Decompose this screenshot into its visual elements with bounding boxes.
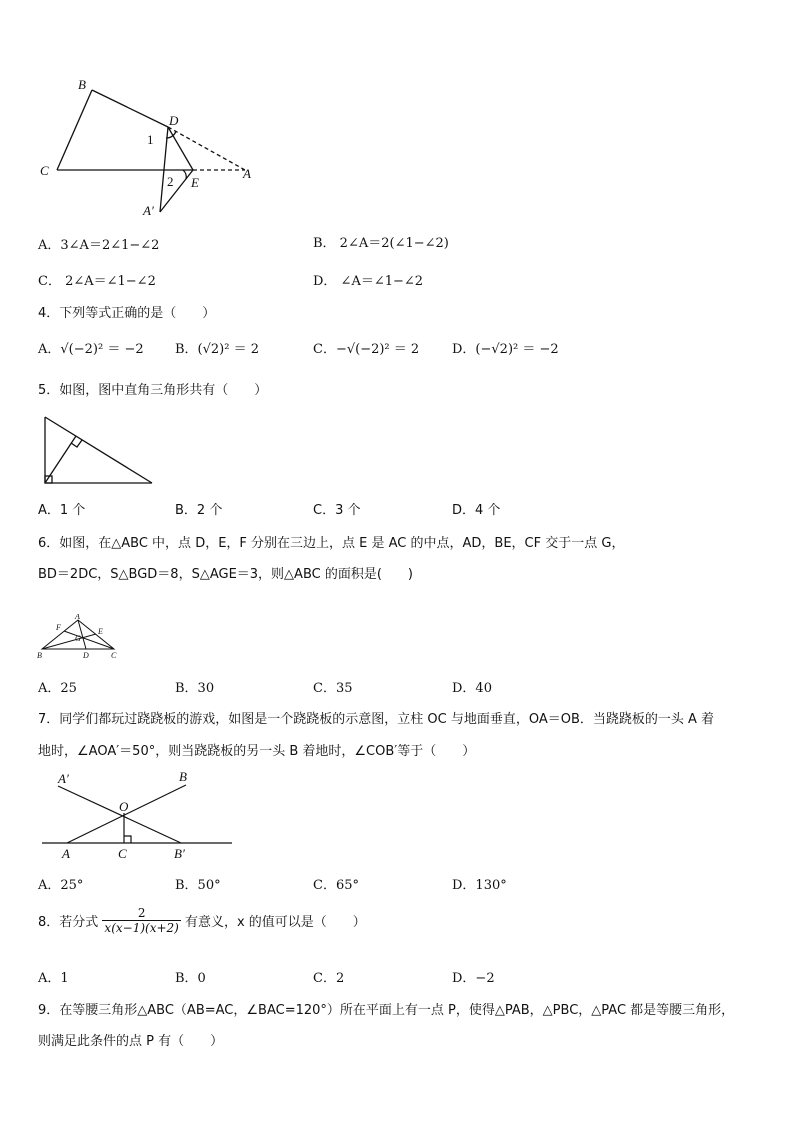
q8-option-b[interactable]: B．0 [175, 971, 206, 986]
q4-option-a[interactable]: A．√(−2)² ＝ −2 [38, 342, 144, 357]
q4-option-b[interactable]: B．(√2)² ＝ 2 [175, 342, 259, 357]
q7-figure [38, 768, 238, 863]
q3-option-b[interactable]: B． 2∠A＝2(∠1−∠2) [313, 236, 449, 251]
q3-seg-AprimeE [160, 170, 193, 212]
q7-label-Aprime: A′ [58, 771, 69, 786]
q3-label-angle1: 1 [147, 132, 154, 147]
q9-stem-line2: 则满足此条件的点 P 有（ ） [38, 1034, 224, 1049]
q6-label-E: E [98, 627, 103, 636]
q3-seg-CB [57, 90, 92, 170]
q6-cevian-BE [42, 634, 96, 649]
q7-label-Bprime: B′ [174, 846, 185, 861]
q6-label-B: B [37, 651, 42, 660]
q4-option-c[interactable]: C．−√(−2)² ＝ 2 [313, 342, 420, 357]
q7-label-O: O [119, 799, 129, 814]
q7-label-B: B [179, 769, 187, 784]
q7-stem-line2: 地时，∠AOA′＝50°，则当跷跷板的另一头 B 着地时，∠COB′等于（ ） [38, 744, 476, 759]
q3-seg-DA-dashed [168, 127, 245, 170]
q8-option-d[interactable]: D．−2 [452, 971, 495, 986]
q7-option-d[interactable]: D．130° [452, 878, 507, 893]
q7-board-AB [67, 785, 186, 843]
q7-right-angle-mark [124, 836, 131, 843]
q3-angle2-arc [183, 170, 186, 179]
q3-option-d[interactable]: D． ∠A＝∠1−∠2 [313, 274, 424, 289]
q5-option-b[interactable]: B．2 个 [175, 503, 223, 518]
q7-option-c[interactable]: C．65° [313, 878, 359, 893]
q7-board-AprimeBprime [58, 786, 181, 843]
q6-option-d[interactable]: D．40 [452, 681, 492, 696]
q6-label-F: F [56, 623, 61, 632]
q3-label-D: D [169, 113, 179, 128]
q5-option-c[interactable]: C．3 个 [313, 503, 361, 518]
q3-figure [35, 72, 265, 222]
q6-label-D: D [83, 651, 89, 660]
q7-label-C: C [118, 846, 127, 861]
q6-label-G: G [75, 634, 81, 643]
q9-stem-line1: 9．在等腰三角形△ABC（AB=AC，∠BAC=120°）所在平面上有一点 P，使得△PAB，△PBC，△PAC 都是等腰三角形， [38, 1003, 735, 1018]
q8-fraction [102, 906, 180, 935]
q8-stem [38, 906, 366, 935]
q7-label-A: A [62, 846, 70, 861]
q7-option-a[interactable]: A．25° [38, 878, 84, 893]
q3-option-c[interactable]: C． 2∠A＝∠1−∠2 [38, 274, 156, 289]
q5-hypotenuse [45, 417, 152, 483]
q6-figure [34, 614, 126, 664]
q6-label-A: A [75, 614, 80, 621]
q6-option-c[interactable]: C．35 [313, 681, 353, 696]
q8-stem-prefix: 8．若分式 [38, 915, 99, 930]
q3-label-angle2: 2 [167, 174, 174, 189]
q6-option-a[interactable]: A．25 [38, 681, 77, 696]
q3-label-Aprime: A′ [143, 203, 154, 218]
q8-fraction-numerator: 2 [102, 906, 180, 921]
q7-stem-line1: 7．同学们都玩过跷跷板的游戏，如图是一个跷跷板的示意图，立柱 OC 与地面垂直，OA＝OB．当跷跷板的一头 A 着 [38, 712, 715, 727]
q5-stem: 5．如图，图中直角三角形共有（ ） [38, 383, 268, 398]
q3-option-a[interactable]: A．3∠A＝2∠1−∠2 [38, 238, 160, 253]
q8-stem-suffix: 有意义，x 的值可以是（ ） [184, 915, 366, 930]
q8-option-c[interactable]: C．2 [313, 971, 345, 986]
q7-option-b[interactable]: B．50° [175, 878, 221, 893]
q3-label-E: E [191, 175, 199, 190]
q3-label-B: B [78, 77, 86, 92]
q3-label-A: A [243, 166, 251, 181]
q3-label-C: C [40, 163, 49, 178]
q5-option-a[interactable]: A．1 个 [38, 503, 86, 518]
q5-figure [40, 413, 160, 489]
q4-stem: 4．下列等式正确的是（ ） [38, 306, 216, 321]
q3-seg-BD [92, 90, 168, 127]
q6-stem-line1: 6．如图，在△ABC 中，点 D，E，F 分别在三边上，点 E 是 AC 的中点，AD，BE，CF 交于一点 G， [38, 536, 625, 551]
q4-option-d[interactable]: D．(−√2)² ＝ −2 [452, 342, 559, 357]
q5-option-d[interactable]: D．4 个 [452, 503, 501, 518]
q6-cevian-CF [64, 631, 114, 649]
q6-option-b[interactable]: B．30 [175, 681, 215, 696]
q6-label-C: C [111, 651, 117, 660]
q8-option-a[interactable]: A．1 [38, 971, 69, 986]
q8-fraction-denominator: x(x−1)(x+2) [104, 921, 179, 935]
q6-stem-line2: BD＝2DC，S△BGD＝8，S△AGE＝3，则△ABC 的面积是( ) [38, 567, 413, 582]
